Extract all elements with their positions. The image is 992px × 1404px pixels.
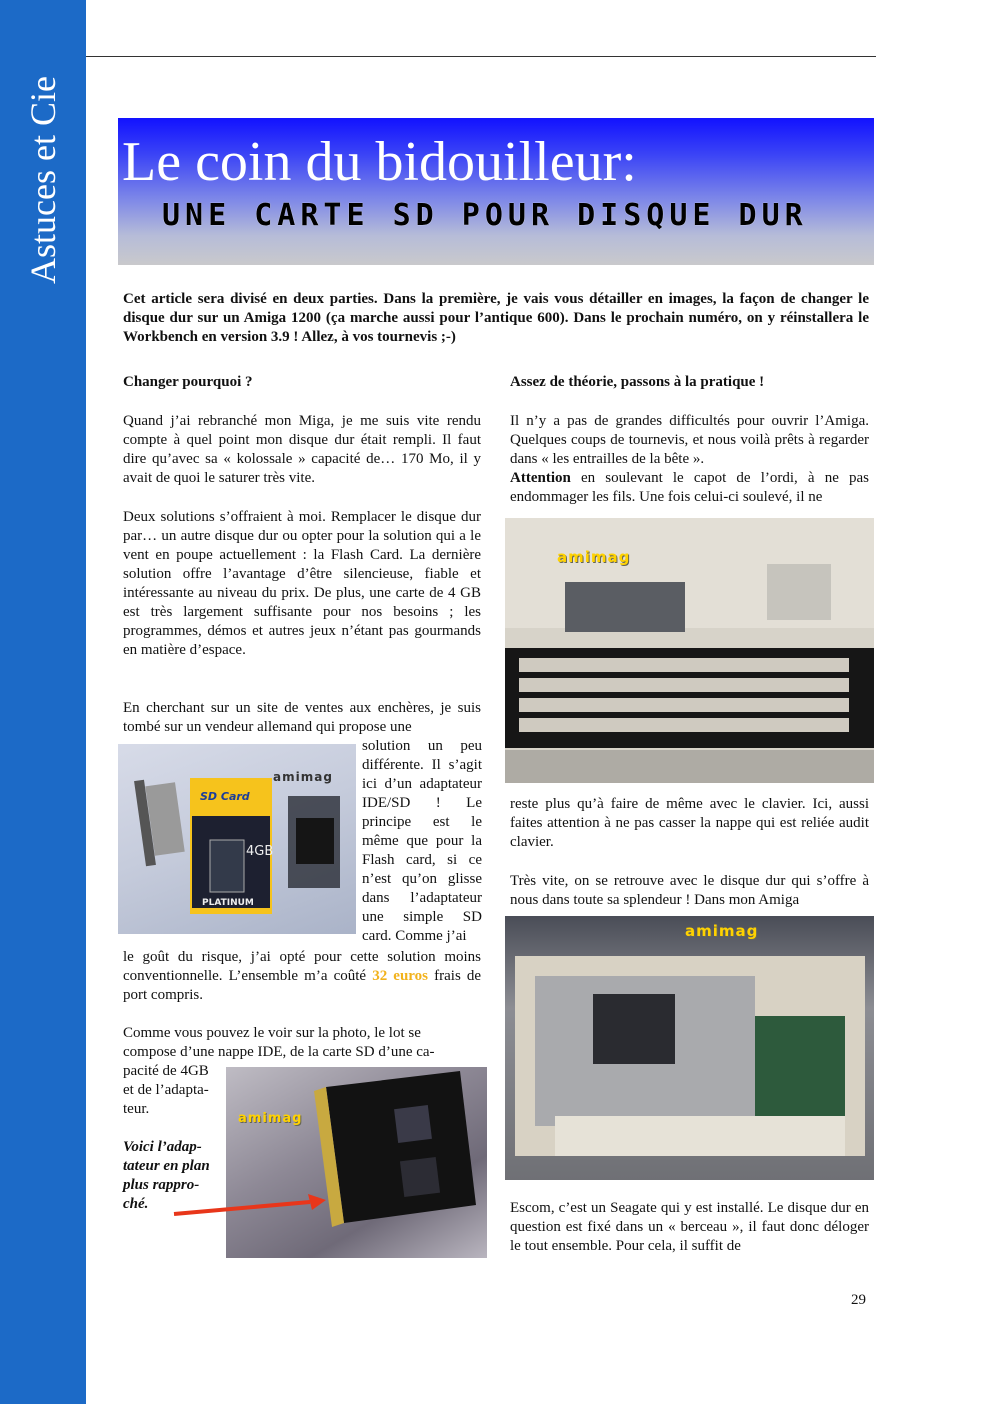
left-paragraph-1: Quand j’ai rebranché mon Miga, je me suis vite rendu compte à quel point mon disque dur était rempli. Il faut dire qu’avec sa « kolossale » capacité de… 170 Mo, il y avait de quoi le saturer très vite. <box>123 413 481 486</box>
intro-paragraph: Cet article sera divisé en deux parties. Dans la première, je vais vous détailler en images, la façon de changer le disque dur sur un Amiga 1200 (ça marche aussi pour l’antique 600). Dans le prochain numéro, on y réinstallera le Workbench en version 3.9 ! Allez, à vos tournevis ;-) <box>123 291 869 345</box>
sd-card-label: SD Card <box>200 790 250 803</box>
price-highlight: 32 euros <box>372 968 429 984</box>
right-paragraph-2-text: en soulevant le capot de l’ordi, à ne pas endommager les fils. Une fois celui-ci soulevé, il ne <box>510 470 869 505</box>
section-label: Astuces et Cie <box>23 76 63 284</box>
left-paragraph-4-line-1: Comme vous pouvez le voir sur la photo, le lot se <box>123 1025 421 1041</box>
right-paragraph-4: Très vite, on se retrouve avec le disque dur qui s’offre à nous dans toute sa splendeur ! Dans mon Amiga <box>510 873 869 908</box>
adapter-photo-watermark: amimag <box>238 1111 303 1126</box>
page-number: 29 <box>851 1292 866 1308</box>
article-subtitle: UNE CARTE SD POUR DISQUE DUR <box>162 198 808 233</box>
sd-brand-label: PLATINUM <box>202 898 254 908</box>
left-paragraph-3-bottom <box>123 948 481 1005</box>
right-paragraph-3: reste plus qu’à faire de même avec le clavier. Ici, aussi faites attention à ne pas casser la nappe qui est reliée audit clavier. <box>510 796 869 850</box>
amiga-keyboard-photo <box>505 518 874 783</box>
attention-word: Attention <box>510 470 571 486</box>
hard-disk-photo <box>505 916 874 1180</box>
caption-line-1: Voici l’adap- <box>123 1139 202 1155</box>
sd-kit-photo <box>118 744 356 934</box>
keyboard-photo-watermark: amimag <box>557 548 631 566</box>
article-banner <box>118 118 874 265</box>
left-paragraph-4-line-3: pacité de 4GB <box>123 1063 209 1079</box>
article-title: Le coin du bidouilleur: <box>122 131 637 193</box>
left-paragraph-3-top: En cherchant sur un site de ventes aux enchères, je suis tombé sur un vendeur allemand qui propose une <box>123 700 481 735</box>
left-paragraph-3-wrap: solution un peu différente. Il s’agit ici d’un adaptateur IDE/SD ! Le principe est le même que pour la Flash card, si ce n’est qu’on glisse dans l’adaptateur une simple SD card. Comme j’ai <box>362 738 482 944</box>
sd-capacity-label: 4GB <box>246 844 274 859</box>
left-paragraph-4-line-4: et de l’adapta- <box>123 1082 209 1098</box>
caption-line-2: tateur en plan <box>123 1158 210 1174</box>
right-paragraph-1: Il n’y a pas de grandes difficultés pour ouvrir l’Amiga. Quelques coups de tournevis, et nous voilà prêts à regarder dans « les entrailles de la bête ». <box>510 413 869 467</box>
right-paragraph-5: Escom, c’est un Seagate qui y est installé. Le disque dur en question est fixé dans un « berceau », il faut donc déloger le tout ensemble. Pour cela, il suffit de <box>510 1200 869 1254</box>
hard-disk-photo-watermark: amimag <box>685 922 759 940</box>
right-heading: Assez de théorie, passons à la pratique ! <box>510 374 765 390</box>
left-heading: Changer pourquoi ? <box>123 374 253 390</box>
price-sentence-end: frais de port compris. <box>123 968 482 1003</box>
adapter-drawing <box>226 1067 487 1258</box>
left-paragraph-4-line-2: compose d’une nappe IDE, de la carte SD d’une ca- <box>123 1044 435 1060</box>
photo-watermark: amimag <box>273 770 333 784</box>
adapter-photo <box>226 1067 487 1258</box>
price-sentence: le goût du risque, j’ai opté pour cette solution moins conventionnelle. L’ensemble m’a coûté <box>123 949 481 984</box>
header-rule <box>86 56 876 57</box>
hard-disk-drawing <box>505 916 874 1180</box>
pointer-arrow-icon <box>170 1190 330 1220</box>
section-sidebar <box>0 0 86 1404</box>
caption-line-4: ché. <box>123 1196 149 1212</box>
left-paragraph-2: Deux solutions s’offraient à moi. Remplacer le disque dur par… un autre disque dur ou opter pour la solution qui a le vent en poupe actuellement : la Flash Card. La dernière solution offre l’avantage d’être silencieuse, fiable et intéressante au niveau du prix. De plus, une carte de 4 GB est très largement suffisante pour nos besoins ; les programmes, démos et autres jeux n’étant pas gourmands en matière d’espace. <box>123 509 481 658</box>
caption-line-3: plus rappro- <box>123 1177 200 1193</box>
right-paragraph-2 <box>510 469 869 507</box>
left-paragraph-4-line-5: teur. <box>123 1101 150 1117</box>
